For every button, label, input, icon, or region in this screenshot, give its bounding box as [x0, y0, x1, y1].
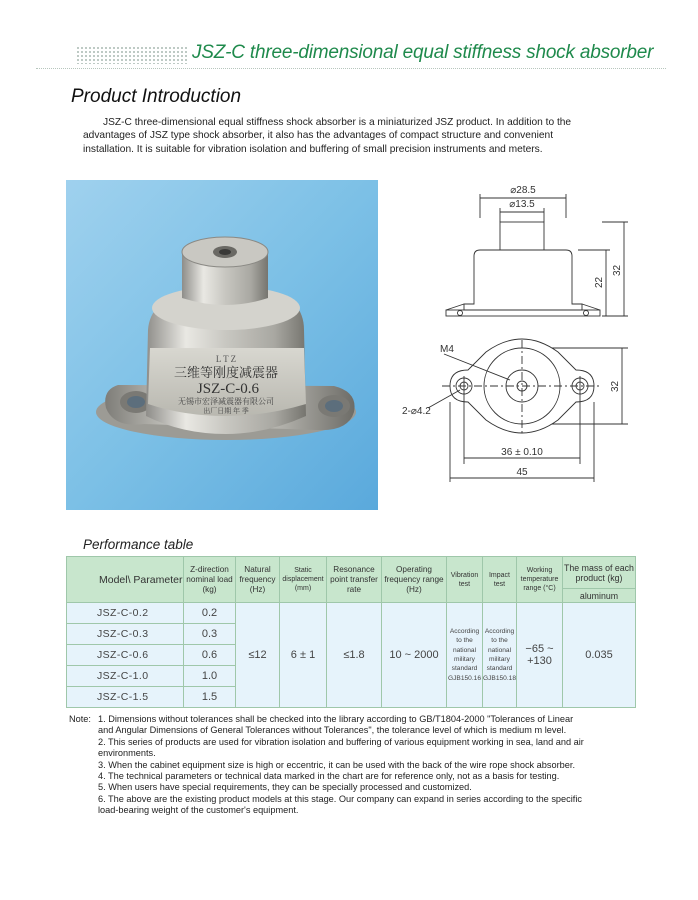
performance-title: Performance table	[83, 537, 194, 552]
photo-label-top: L T Z	[215, 354, 237, 364]
intro-heading: Product Introduction	[71, 86, 242, 107]
header-resonance: Resonance point transfer rate	[327, 557, 382, 603]
header-mass: The mass of each product (kg)	[563, 557, 636, 589]
photo-label-company: 无锡市宏泽减震器有限公司	[178, 397, 274, 406]
performance-table	[66, 556, 636, 708]
temperature-value: −65 ~ +130	[517, 603, 563, 708]
note-item: 6. The above are the existing product models at this stage. Our company can expand in series according to the specific load-bearing weight of the customer's equipment.	[98, 793, 582, 816]
dim-height-22: 22	[594, 276, 605, 288]
note-item: 3. When the cabinet equipment size is high or eccentric, it can be used with the back of the wire rope shock absorber.	[98, 759, 575, 770]
technical-drawing	[402, 176, 640, 498]
row-model: JSZ-C-1.0	[67, 666, 184, 687]
dim-thread: M4	[440, 344, 454, 355]
header-dot-pattern	[76, 46, 188, 64]
row-model: JSZ-C-0.6	[67, 645, 184, 666]
header-natural-frequency: Natural frequency (Hz)	[236, 557, 280, 603]
note-item: 2. This series of products are used for vibration isolation and buffering of various equipment working in sea, land and air environments.	[98, 736, 584, 759]
note-item: 4. The technical parameters or technical data marked in the chart are for reference only, not as a basis for testing.	[98, 771, 560, 782]
notes-list	[98, 714, 590, 817]
row-load: 1.5	[184, 687, 236, 708]
row-load: 0.3	[184, 624, 236, 645]
page-title: JSZ-C three-dimensional equal stiffness shock absorber	[192, 42, 654, 63]
photo-label-date: 出厂日期 年 季	[203, 407, 249, 415]
row-model: JSZ-C-1.5	[67, 687, 184, 708]
notes-label: Note:	[69, 714, 91, 724]
row-load: 1.0	[184, 666, 236, 687]
natural-frequency-value: ≤12	[236, 603, 280, 708]
row-load: 0.6	[184, 645, 236, 666]
dim-total-length: 45	[516, 467, 528, 478]
photo-label-model: JSZ-C-0.6	[196, 381, 260, 397]
intro-paragraph: JSZ-C three-dimensional equal stiffness shock absorber is a miniaturized JSZ product. In addition to the advantages of JSZ type shock absorber, it also has the advantages of compact structure and convenient installation. It is suitable for vibration isolation and buffering of small precision instruments and meters.	[83, 117, 572, 155]
mass-value: 0.035	[563, 603, 636, 708]
row-model: JSZ-C-0.2	[67, 603, 184, 624]
dim-width-32: 32	[610, 380, 621, 392]
table-row	[67, 603, 636, 624]
dim-outer-dia: ⌀28.5	[510, 185, 536, 196]
row-load: 0.2	[184, 603, 236, 624]
dim-holes: 2-⌀4.2	[402, 406, 431, 417]
row-model: JSZ-C-0.3	[67, 624, 184, 645]
dim-hole-spacing: 36 ± 0.10	[501, 447, 543, 458]
header-vibration-test: Vibration test	[447, 557, 483, 603]
operating-frequency-value: 10 ~ 2000	[382, 603, 447, 708]
vibration-test-value: According to the national military standard GJB150.16	[447, 603, 483, 708]
resonance-value: ≤1.8	[327, 603, 382, 708]
note-item: 1. Dimensions without tolerances shall be checked into the library according to GB/T1804-2000 "Tolerances of Linear and Angular Dimensions of General Tolerances without Tolerances", the tolerance level of which is medium m level.	[98, 714, 574, 736]
header-static-displacement: Static displacement (mm)	[280, 557, 327, 603]
product-photo	[66, 180, 378, 510]
photo-label-cn: 三维等刚度减震器	[173, 365, 279, 380]
note-item: 5. When users have special requirements, they can be specially processed and customized.	[98, 782, 472, 793]
header-model: Model\ Parameter	[67, 557, 184, 603]
dim-height-32: 32	[612, 264, 623, 276]
header-divider	[36, 68, 666, 69]
header-temperature: Working temperature range (°C)	[517, 557, 563, 603]
static-displacement-value: 6 ± 1	[280, 603, 327, 708]
impact-test-value: According to the national military standard GJB150.18	[483, 603, 517, 708]
header-operating-frequency: Operating frequency range (Hz)	[382, 557, 447, 603]
header-load: Z-direction nominal load (kg)	[184, 557, 236, 603]
header-impact-test: Impact test	[483, 557, 517, 603]
header-mass-aluminum: aluminum	[563, 589, 636, 603]
dim-inner-dia: ⌀13.5	[509, 199, 535, 210]
